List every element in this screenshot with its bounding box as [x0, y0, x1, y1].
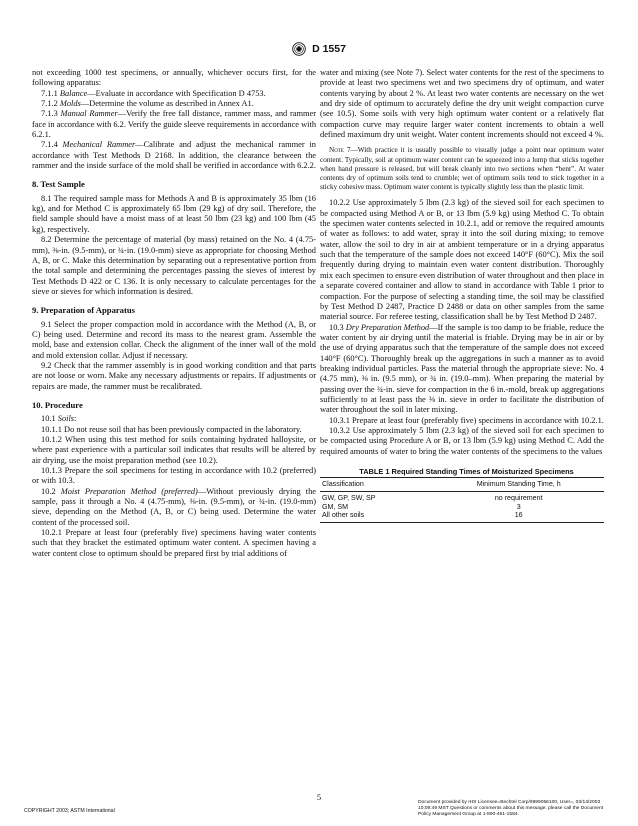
table-cell: All other soils: [320, 511, 431, 522]
heading-preparation-of-apparatus: 9. Preparation of Apparatus: [32, 305, 135, 316]
right-column: [320, 68, 604, 523]
section-10-1: 10.1 Soils:: [41, 414, 77, 424]
table-cell: GM, SM: [322, 502, 349, 511]
page-number: 5: [316, 792, 322, 802]
paragraph: not exceeding 1000 test specimens, or annually, whichever occurs first, for the following apparatus:: [32, 68, 316, 88]
section-10-3-2: 10.3.2 Use approximately 5 lbm (2.3 kg) of the sieved soil for each specimen to be compacted using Procedure A or B, or 13 lbm (5.9 kg) using Method C. Add the required amounts of water to bring the water contents of the specimens to the values: [320, 425, 604, 456]
table-title: TABLE 1 Required Standing Times of Moisturized Specimens: [359, 467, 574, 477]
section-10-3-1: 10.3.1 Prepare at least four (preferably five) specimens in accordance with 10.2.1.: [329, 415, 604, 425]
section-10-2-1: 10.2.1 Prepare at least four (preferably five) specimens having water contents such that they bracket the estimated optimum water content. A specimen having a water content close to optimum should be prepared first by trial additions of: [32, 528, 316, 558]
column-header: Classification: [320, 478, 431, 492]
section-10-3: 10.3 Dry Preparation Method—If the sample is too damp to be friable, reduce the water content by air drying until the material is friable. Drying may be in air or by the use of drying apparatus such that the temperature of the sample does not exceed 140°F (60°C). Thoroughly break up the aggregations in such a manner as to avoid breaking individual particles. Pass the material through the appropriate sieve: No. 4 (4.75 mm), ⅜ in. (9.5 mm), or ¾ in. (19.0–mm). When preparing the material by passing over the ¾-in. sieve for compaction in the 6 in.-mold, break up aggregations sufficiently to at least pass the ⅜ in. sieve in order to facilitate the distribution of water throughout the soil in later mixing.: [320, 322, 604, 415]
table-cell: GW, GP, SW, SP: [322, 493, 376, 502]
table-row: [320, 491, 604, 502]
copyright-notice: COPYRIGHT 2003; ASTM International: [24, 808, 115, 814]
section-10-1-2: 10.1.2 When using this test method for soils containing hydrated halloysite, or where past experience with a particular soil indicates that results will be altered by air drying, use the moist preparation method (see 10.2).: [32, 435, 316, 465]
section-7-1-2: 7.1.2 Molds—Determine the volume as described in Annex A1.: [41, 99, 254, 109]
table-row: [320, 511, 604, 522]
section-8-1: 8.1 The required sample mass for Methods A and B is approximately 35 lbm (16 kg), and for Method C is approximately 65 lbm (29 kg) of dry soil. Therefore, the field sample should have a moist mass of at least 50 lbm (23 kg) and 100 lbm (45 kg), respectively.: [32, 193, 316, 234]
section-10-2: 10.2 Moist Preparation Method (preferred)—Without previously drying the sample, pass it through a No. 4 (4.75-mm), ⅜-in. (9.5-mm), or ¾-in. (19.0-mm) sieve, depending on the Method (A, B, or C) being used. Determine the water content of the processed soil.: [32, 486, 316, 527]
astm-logo-icon: [292, 42, 306, 56]
table-1: [320, 467, 604, 523]
left-column: [32, 68, 316, 559]
section-7-1-1: 7.1.1 Balance—Evaluate in accordance with Specification D 4753.: [41, 88, 266, 98]
section-8-2: 8.2 Determine the percentage of material (by mass) retained on the No. 4 (4.75-mm), ⅜-in. (9.5-mm), or ¾-in. (19.0-mm) sieve as appropriate for choosing Method A, B, or C. Make this determination by separating out a representative portion from the total sample and determining the percentages passing the sieves of interest by Test Methods D 422 or C 136. It is only necessary to calculate percentages for the sieve or sieves for which information is desired.: [32, 235, 316, 296]
section-10-1-1: 10.1.1 Do not reuse soil that has been previously compacted in the laboratory.: [41, 424, 302, 434]
section-10-1-3: 10.1.3 Prepare the soil specimens for testing in accordance with 10.2 (preferred) or with 10.3.: [32, 466, 316, 486]
section-10-2-2: 10.2.2 Use approximately 5 lbm (2.3 kg) of the sieved soil for each specimen to be compacted using Method A or B, or 13 lbm (5.9 kg) using Method C. To obtain the specimen water contents selected in 10.2.1, add or remove the required amounts of water as follows: to add water, spray it into the soil during mixing; to remove water, allow the soil to dry in air at ambient temperature or in a drying apparatus such that the temperature of the sample does not exceed 140°F (60°C). Mix the soil frequently during drying to maintain even water content distribution. Thoroughly mix each specimen to ensure even distribution of water throughout and then place in a separate covered container and allow to stand in accordance with Table 1 prior to compaction. For the purpose of selecting a standing time, the soil may be classified by Test Method D 2487, Practice D 2488 or data on other samples from the same material source. For referee testing, classification shall be by Test Method D 2487.: [320, 198, 604, 322]
page-header: [0, 42, 638, 56]
note-7: Note 7—With practice it is usually possible to visually judge a point near optimum water content. Typically, soil at optimum water content can be squeezed into a lump that sticks together when hand pressure is released, but will break cleanly into two sections when “bent”. At water contents dry of optimum soils tend to crumble; wet of optimum soils tend to stick together in a sticky cohesive mass. Optimum water content is typically slightly less than the plastic limit.: [320, 146, 604, 192]
license-notice: Document provided by IHS Licensee=Bechtel Corp/9999056100, User=, 03/14/2003 10:09:49 MST Questions or comments about this message: please call the Document Policy Management Group at 1-800-451-1584.: [418, 800, 604, 817]
table-cell: 3: [516, 502, 521, 511]
heading-test-sample: 8. Test Sample: [32, 179, 85, 190]
section-7-1-4: 7.1.4 Mechanical Rammer—Calibrate and adjust the mechanical rammer in accordance with Test Methods D 2168. In addition, the clearance between the rammer and the inside surface of the mold shall be verified in accordance with 6.2.2.: [32, 140, 316, 171]
section-9-1: 9.1 Select the proper compaction mold in accordance with the Method (A, B, or C) being used. Determine and record its mass to the nearest gram. Assemble the mold, base and extension collar. Check the alignment of the inner wall of the mold and mold extension collar. Adjust if necessary.: [32, 319, 316, 360]
paragraph: water and mixing (see Note 7). Select water contents for the rest of the specimens to provide at least two specimens wet and two specimens dry of optimum, and water contents varying by about 2 %. At least two water contents are necessary on the wet and dry side of optimum to accurately define the dry unit weight compaction curve (see 10.5). Some soils with very high optimum water content or a relatively flat compaction curve may require larger water content increments to obtain a well defined maximum dry unit weight. Water content increments should not exceed 4 %.: [320, 68, 604, 140]
table-row: [320, 503, 604, 512]
section-7-1-3: 7.1.3 Manual Rammer—Verify the free fall distance, rammer mass, and rammer face in accordance with 6.2. Verify the guide sleeve requirements in accordance with 6.2.1.: [32, 109, 317, 140]
standing-times-table: [320, 477, 604, 522]
heading-procedure: 10. Procedure: [32, 399, 83, 410]
column-header: Minimum Standing Time, h: [431, 478, 604, 492]
section-9-2: 9.2 Check that the rammer assembly is in good working condition and that parts are not loose or worn. Make any necessary adjustments or repairs. If adjustments or repairs are made, the rammer must be recalibrated.: [32, 360, 316, 391]
table-cell: no requirement: [494, 493, 543, 502]
standard-designation: D 1557: [312, 43, 346, 55]
table-cell: 16: [431, 511, 604, 522]
